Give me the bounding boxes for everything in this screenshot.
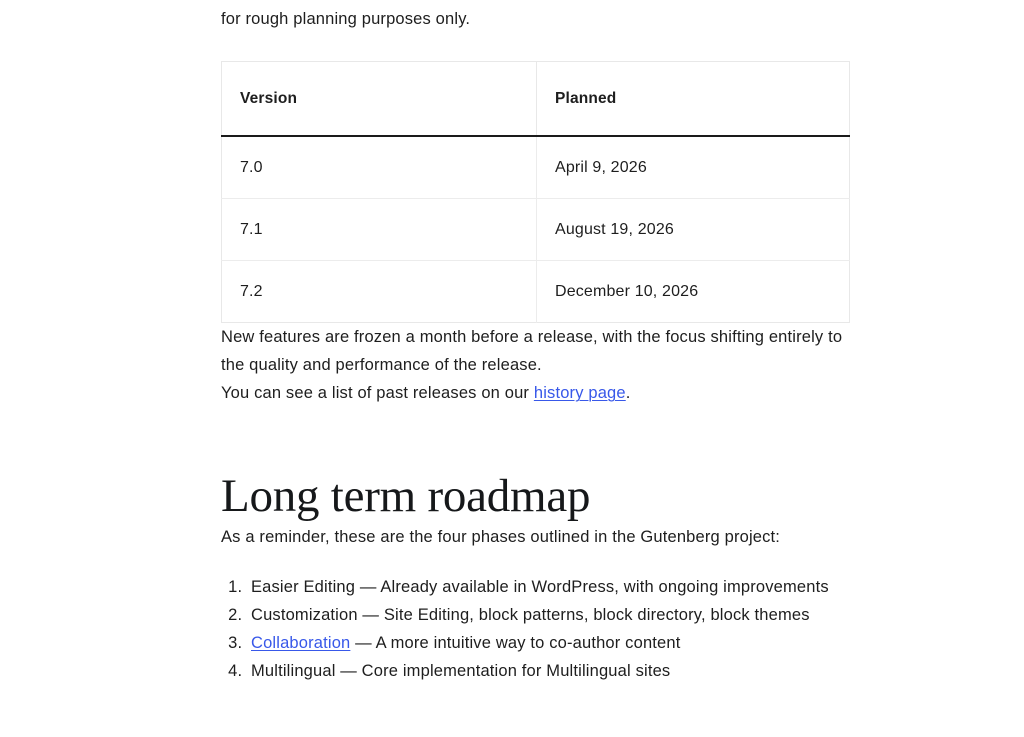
list-item-text: Multilingual — Core implementation for Multilingual sites xyxy=(251,661,671,680)
reminder-paragraph: As a reminder, these are the four phases outlined in the Gutenberg project: xyxy=(221,527,781,546)
history-paragraph-suffix: . xyxy=(625,384,631,402)
cell-planned: December 10, 2026 xyxy=(555,283,699,300)
list-item xyxy=(247,657,849,685)
list-item xyxy=(247,573,849,601)
table-header xyxy=(222,62,850,137)
page-title: Long term roadmap xyxy=(221,470,591,522)
article-content xyxy=(221,0,849,685)
cell-planned: August 19, 2026 xyxy=(537,199,850,261)
list-item-text: — A more intuitive way to co-author content xyxy=(350,633,681,652)
history-paragraph xyxy=(221,379,849,407)
intro-paragraph: for rough planning purposes only. xyxy=(221,10,471,28)
gutenberg-phase-list xyxy=(221,573,849,685)
column-header-planned: Planned xyxy=(537,62,850,137)
table-row xyxy=(222,136,850,199)
release-schedule-table xyxy=(221,61,850,323)
collaboration-link[interactable]: Collaboration xyxy=(251,633,351,652)
column-header-version: Version xyxy=(222,62,537,137)
cell-version: 7.1 xyxy=(222,199,537,261)
list-item xyxy=(247,601,849,629)
list-item-text: Customization — Site Editing, block patterns, block directory, block themes xyxy=(251,605,810,624)
cell-planned: April 9, 2026 xyxy=(537,136,850,199)
feature-freeze-paragraph: New features are frozen a month before a release, with the focus shifting entirely to the quality and performance of the release. xyxy=(221,328,843,374)
list-item xyxy=(247,629,849,657)
history-paragraph-prefix: You can see a list of past releases on our xyxy=(221,384,534,402)
cell-version: 7.2 xyxy=(222,261,537,323)
table-header-row xyxy=(222,62,850,137)
table-row xyxy=(222,199,850,261)
history-page-link[interactable]: history page xyxy=(533,384,626,402)
table-row xyxy=(222,261,850,323)
table-body xyxy=(222,136,850,323)
list-item-text: Easier Editing — Already available in WordPress, with ongoing improvements xyxy=(251,577,829,596)
cell-version: 7.0 xyxy=(222,136,537,199)
